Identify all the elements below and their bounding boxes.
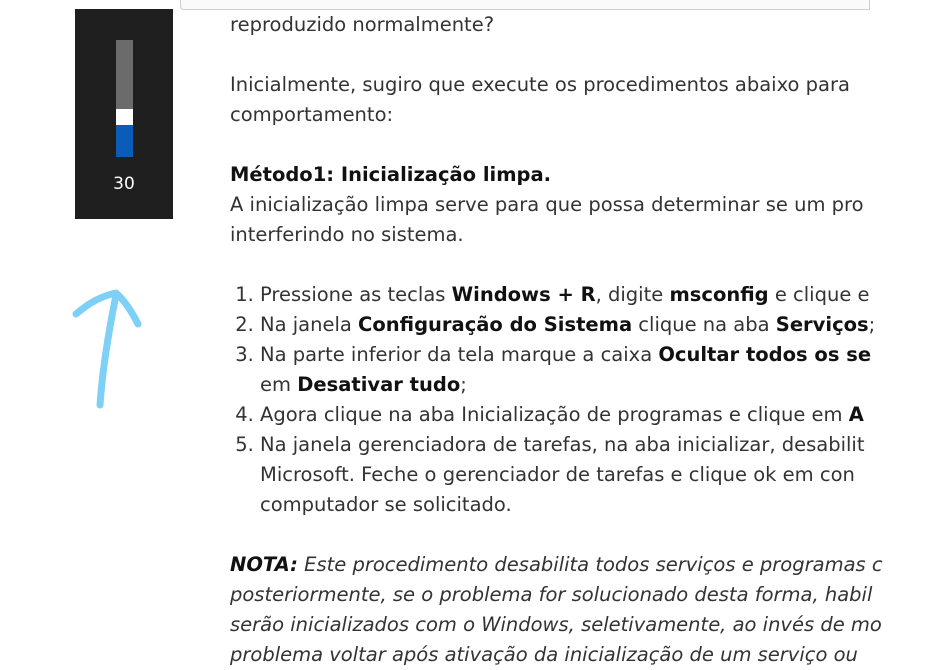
step-text: Agora clique na aba Inicialização de programas e clique em — [260, 403, 849, 426]
step-item — [260, 430, 930, 520]
volume-slider-fill — [116, 125, 133, 157]
step-text: ; — [460, 373, 467, 396]
step-text: Na parte inferior da tela marque a caixa — [260, 343, 659, 366]
step-item — [260, 340, 930, 400]
step-text: clique na aba — [632, 313, 776, 336]
method-description-line: A inicialização limpa serve para que possa determinar se um pro — [230, 193, 864, 216]
step-window-name: Configuração do Sistema — [358, 313, 633, 336]
step-text: Microsoft. Feche o gerenciador de tarefas e clique ok em con — [260, 463, 855, 486]
steps-list — [230, 280, 930, 520]
note-paragraph-line — [230, 640, 930, 670]
volume-flyout — [75, 9, 173, 219]
step-command: msconfig — [669, 283, 769, 306]
step-item — [260, 280, 930, 310]
volume-slider-thumb[interactable] — [116, 109, 133, 125]
method-description-line: interferindo no sistema. — [230, 223, 464, 246]
step-button-name: Desativar tudo — [297, 373, 461, 396]
step-option-name: Ocultar todos os se — [658, 343, 872, 366]
note-paragraph-line — [230, 580, 930, 610]
method-title — [230, 160, 930, 190]
note-text: posteriormente, se o problema for solucionado desta forma, habil — [230, 583, 873, 606]
step-text: Na janela — [260, 313, 359, 336]
window-top-edge — [180, 0, 870, 10]
step-text: em — [260, 373, 298, 396]
note-text: problema voltar após ativação da inicialização de um serviço ou — [230, 643, 858, 666]
note-text: Este procedimento desabilita todos serviços e programas c — [297, 553, 883, 576]
article-content — [230, 10, 930, 670]
note-label: NOTA: — [230, 553, 298, 576]
volume-slider[interactable] — [116, 40, 133, 157]
step-item — [260, 400, 930, 430]
article-text-line: reproduzido normalmente? — [230, 13, 495, 36]
note-text: serão inicializados com o Windows, seletivamente, ao invés de mo — [230, 613, 882, 636]
method-title-text: Método1: Inicialização limpa. — [230, 163, 552, 186]
note-paragraph — [230, 550, 930, 580]
step-item — [260, 310, 930, 340]
step-tab-name: Serviços — [775, 313, 869, 336]
step-keys: Windows + R — [451, 283, 596, 306]
step-text: , digite — [595, 283, 670, 306]
intro-line: comportamento: — [230, 103, 394, 126]
step-button-name: A — [848, 403, 864, 426]
hand-drawn-up-arrow-icon — [60, 280, 160, 420]
step-text: Pressione as teclas — [260, 283, 452, 306]
step-text: computador se solicitado. — [260, 493, 512, 516]
intro-line: Inicialmente, sugiro que execute os procedimentos abaixo para — [230, 73, 850, 96]
step-text: ; — [868, 313, 876, 336]
note-paragraph-line — [230, 610, 930, 640]
step-text: e clique e — [768, 283, 870, 306]
step-text: Na janela gerenciadora de tarefas, na aba inicializar, desabilit — [260, 433, 865, 456]
volume-level-value: 30 — [113, 174, 135, 194]
